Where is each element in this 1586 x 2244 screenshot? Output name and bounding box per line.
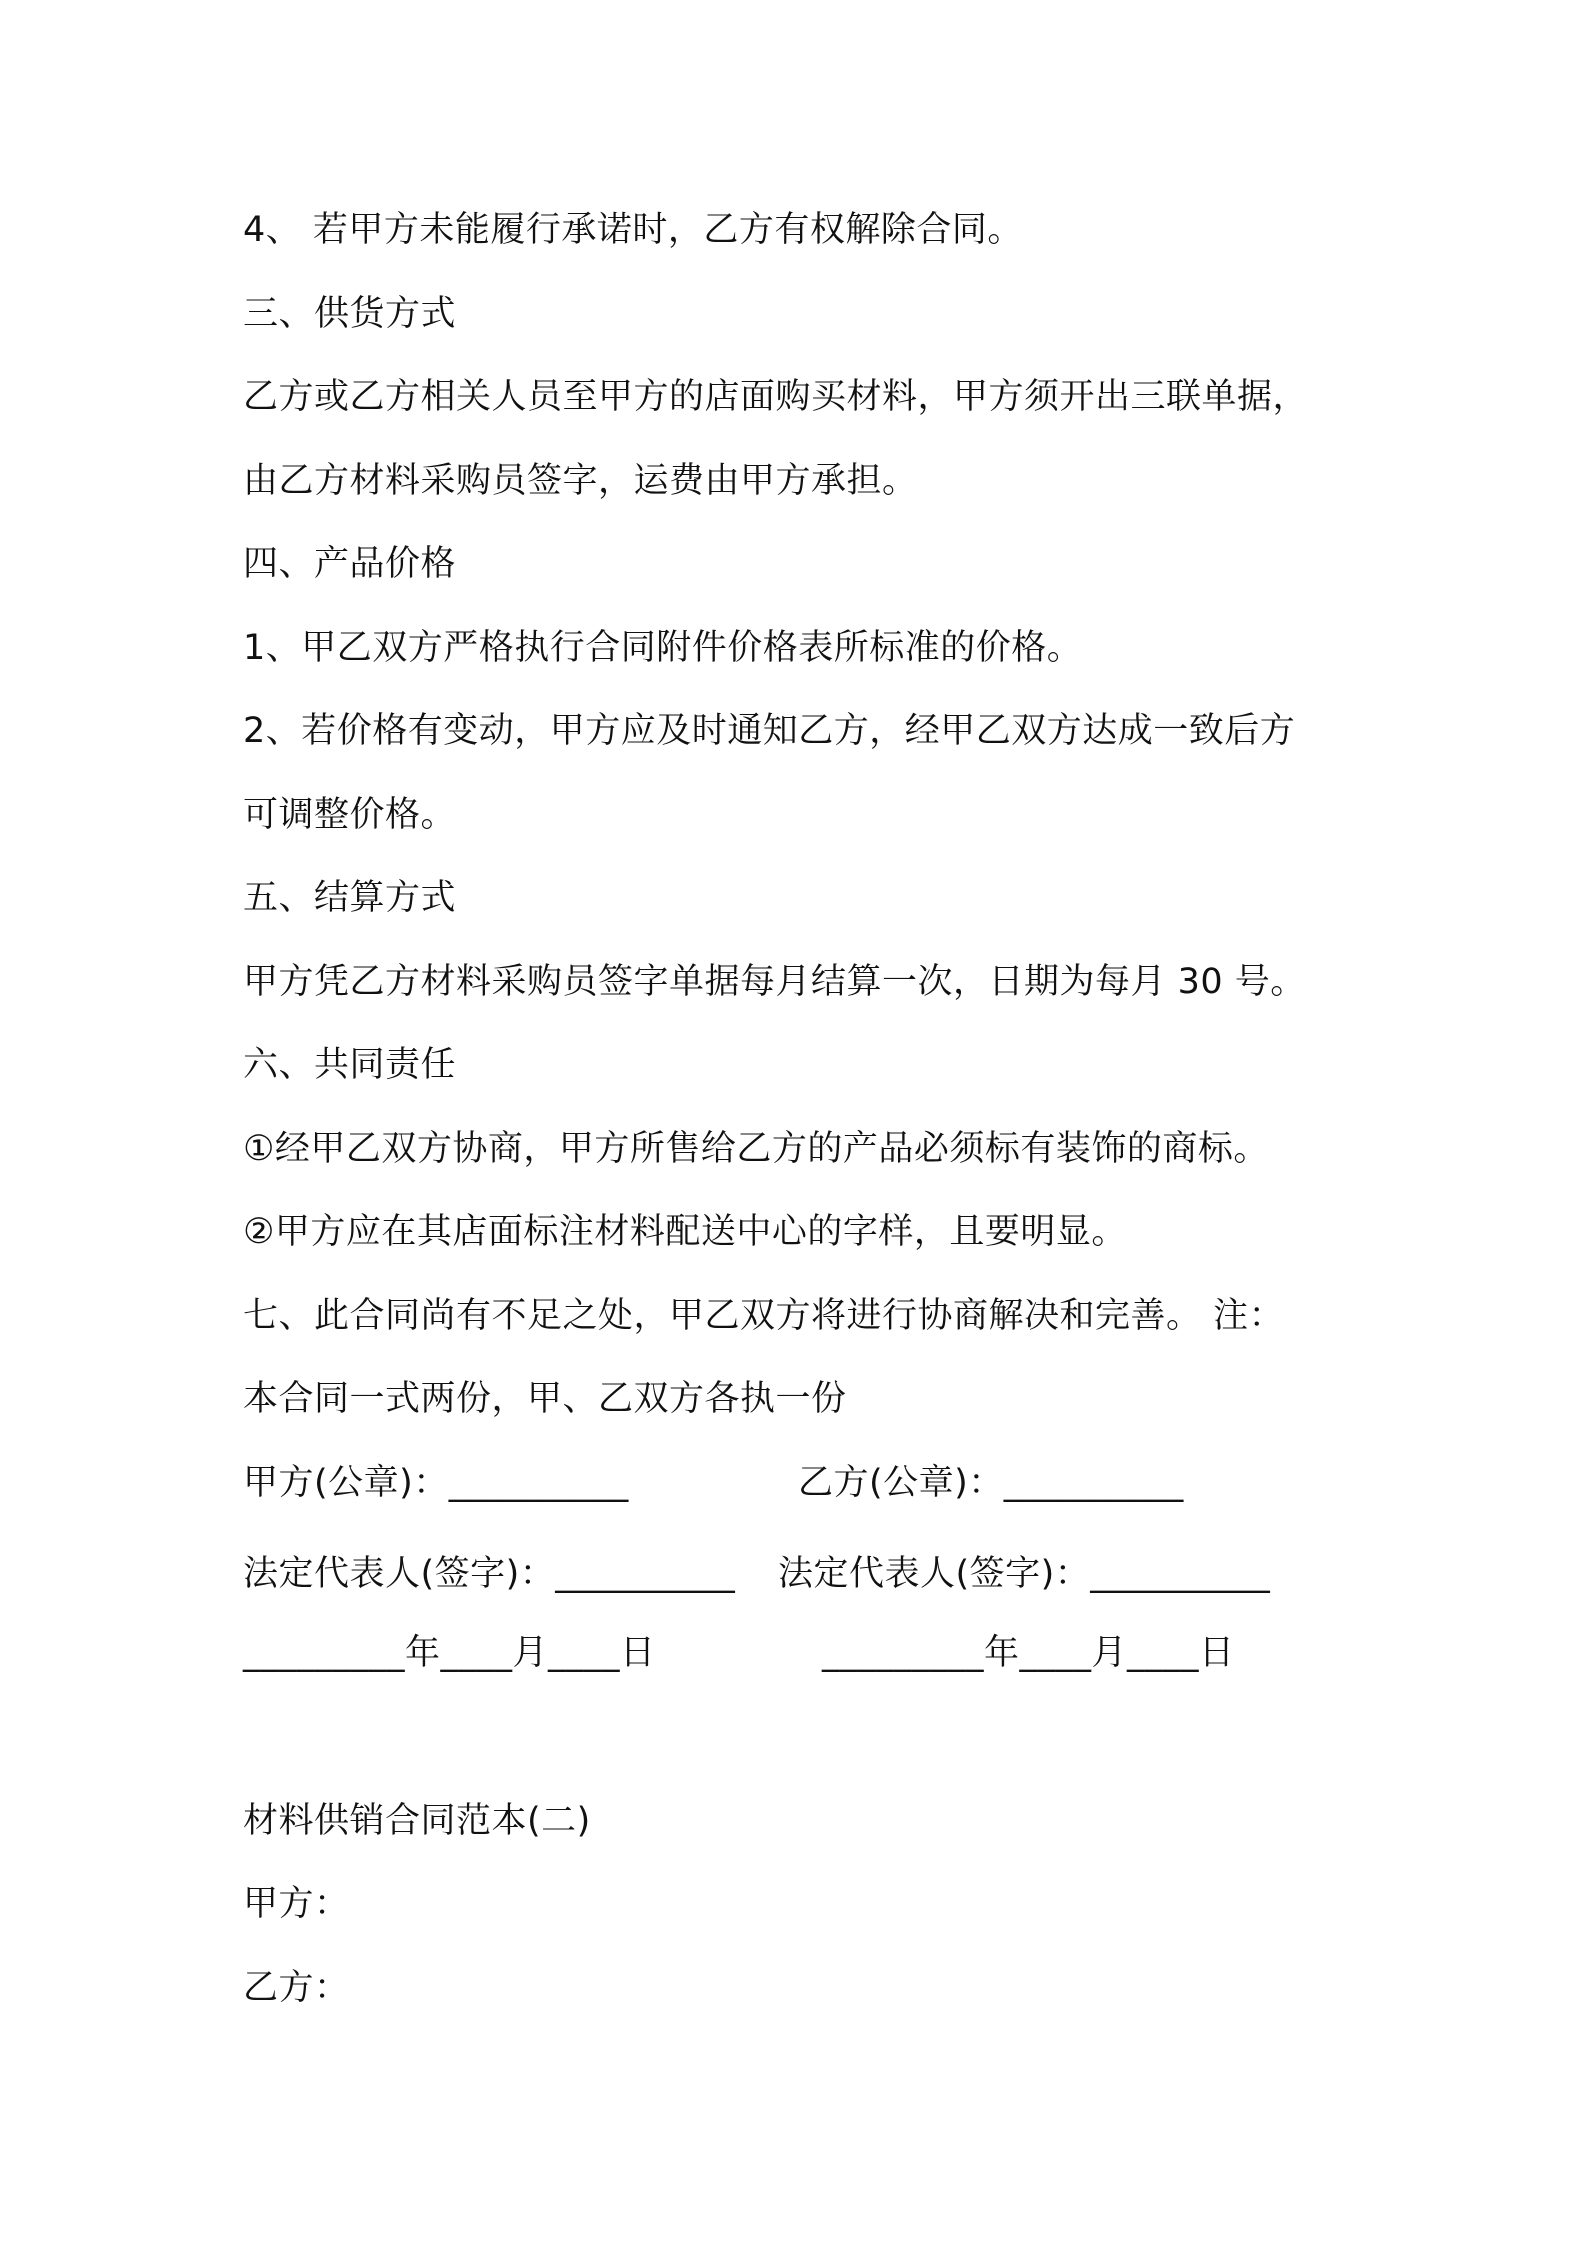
party-b-representative-field: 法定代表人(签字)：__________ [778,1554,1271,1594]
section-heading-supply: 三、供货方式 [243,294,457,334]
party-b-seal-field: 乙方(公章)：__________ [798,1463,1184,1503]
responsibility-item-1: ①经甲乙双方协商，甲方所售给乙方的产品必须标有装饰的商标。 [243,1129,1269,1169]
price-clause-2-line-1: 2、若价格有变动，甲方应及时通知乙方，经甲乙双方达成一致后方 [243,711,1296,751]
section-heading-responsibility: 六、共同责任 [243,1045,457,1085]
second-contract-party-a: 甲方： [243,1884,350,1924]
party-a-date-field: _________年____月____日 [243,1633,656,1673]
section-heading-price: 四、产品价格 [243,544,457,584]
second-contract-party-b: 乙方： [243,1968,350,2008]
party-b-date-field: _________年____月____日 [822,1633,1235,1673]
settlement-paragraph: 甲方凭乙方材料采购员签字单据每月结算一次，日期为每月 30 号。 [243,962,1306,1002]
party-a-seal-field: 甲方(公章)：__________ [243,1463,629,1503]
party-a-representative-field: 法定代表人(签字)：__________ [243,1554,736,1594]
clause-4-termination: 4、 若甲方未能履行承诺时，乙方有权解除合同。 [243,210,1023,250]
supply-paragraph-line-1: 乙方或乙方相关人员至甲方的店面购买材料，甲方须开出三联单据， [243,377,1309,417]
price-clause-2-line-2: 可调整价格。 [243,795,457,835]
section-heading-settlement: 五、结算方式 [243,878,457,918]
second-contract-title: 材料供销合同范本(二) [243,1801,591,1841]
supply-paragraph-line-2: 由乙方材料采购员签字，运费由甲方承担。 [243,461,918,501]
clause-7-line-2: 本合同一式两份，甲、乙双方各执一份 [243,1379,847,1419]
clause-7-line-1: 七、此合同尚有不足之处，甲乙双方将进行协商解决和完善。 注： [243,1296,1285,1336]
price-clause-1: 1、甲乙双方严格执行合同附件价格表所标准的价格。 [243,628,1083,668]
responsibility-item-2: ②甲方应在其店面标注材料配送中心的字样，且要明显。 [243,1212,1127,1252]
